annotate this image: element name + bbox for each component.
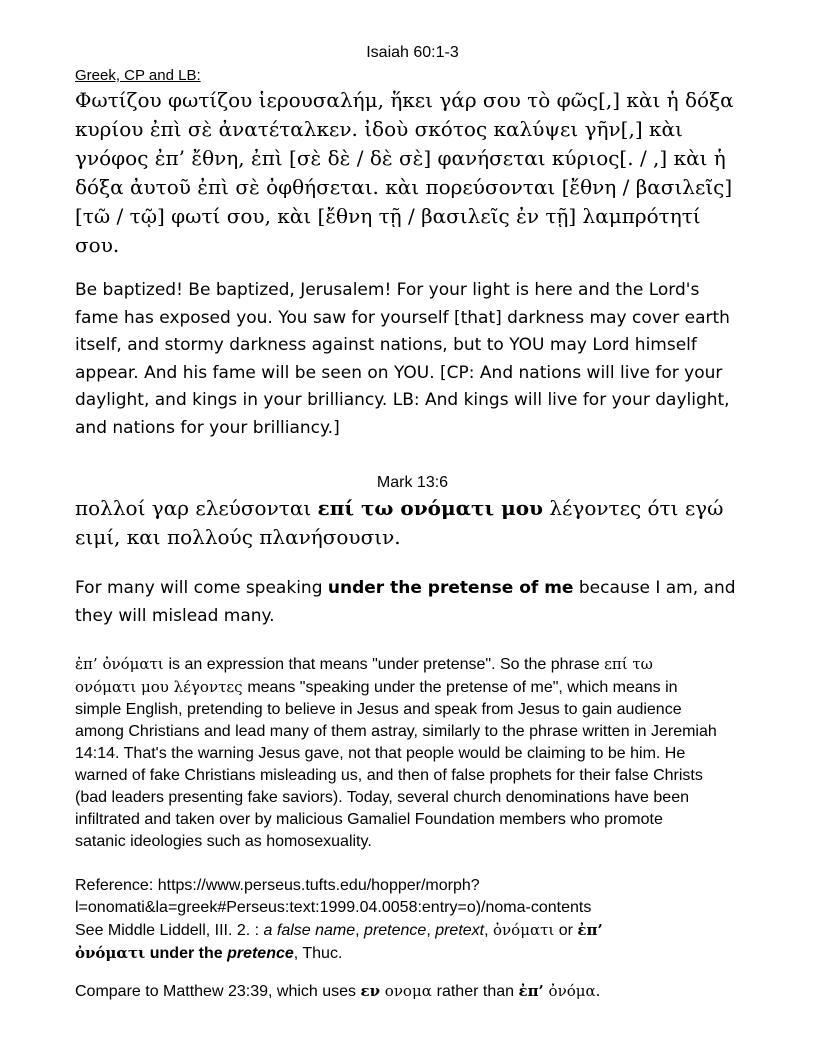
mark-translation	[75, 575, 747, 630]
reference-text-11: ,	[484, 922, 494, 939]
compare-note	[75, 980, 717, 1003]
reference-text-16: ὀνόματι	[75, 944, 146, 962]
reference-text-8: pretence	[364, 922, 427, 939]
reference-text-14: ἐπ’	[577, 921, 603, 939]
document-page	[75, 43, 750, 1003]
compare-note-text-1: εν	[360, 982, 381, 1000]
reference-text-10: pretext	[435, 922, 485, 939]
compare-note-text-4: ἐπ’	[518, 982, 544, 1000]
isaiah-heading-text-0: Isaiah 60:1-3	[366, 44, 459, 61]
isaiah-heading	[75, 43, 750, 62]
reference-text-18: pretence	[227, 945, 294, 962]
reference-text-19: , Thuc.	[293, 945, 343, 962]
isaiah-greek	[75, 86, 750, 260]
compare-note-text-5: ὀνόμα.	[543, 982, 601, 1000]
greek-source-label	[75, 67, 750, 85]
commentary-text-3: means "speaking under the pretense of me", which means in simple English, pretending to believe in Jesus and speak from Jesus to gain audience among Christians and lead many of them astray, similarly to the phrase written in Jeremiah 14:14. That's the warning Jesus gave, not that people would be claiming to be him. He warned of fake Christians misleading us, and then of false prophets for their false Christs (bad leaders presenting fake saviors). Today, several church denominations have been infiltrated and taken over by malicious Gamaliel Foundation members who promote satanic ideologies such as homosexuality.	[75, 679, 722, 850]
isaiah-translation-text-0: Be baptized! Be baptized, Jerusalem! For your light is here and the Lord's fame has exposed you. You saw for yourself [that] darkness may cover earth itself, and stormy darkness against nations, but to YOU may Lord himself appear. And his fame will be seen on YOU. [CP: And nations will live for your daylight, and kings in your brilliancy. LB: And kings will live for your daylight, and nations for your brilliancy.]	[75, 280, 736, 438]
reference	[75, 875, 717, 965]
compare-note-text-3: rather than	[436, 983, 519, 1000]
mark-translation-text-0: For many will come speaking	[75, 578, 328, 598]
commentary-text-1: is an expression that means "under pretense". So the phrase	[168, 656, 605, 673]
commentary	[75, 653, 722, 853]
commentary-text-0: ἐπ’ ὀνόματι	[75, 655, 169, 673]
mark-translation-text-1: under the pretense of me	[327, 578, 574, 598]
reference-url: https://www.perseus.tufts.edu/hopper/morph?	[157, 877, 480, 894]
mark-heading-text-0: Mark 13:6	[376, 474, 449, 491]
greek-source-label-text-0: Greek, CP and LB:	[75, 67, 201, 84]
reference-text-5: See Middle Liddell, III. 2. :	[75, 922, 264, 939]
reference-text-7: ,	[355, 922, 365, 939]
mark-greek-text-0: πολλοί γαρ ελεύσονται	[75, 496, 318, 520]
compare-note-text-0: Compare to Matthew 23:39, which uses	[75, 983, 361, 1000]
reference-text-9: ,	[426, 922, 436, 939]
reference-text-17: under the	[145, 945, 228, 962]
isaiah-translation	[75, 277, 747, 442]
mark-greek-text-2: λέγοντες ότι εγώ ειμί, και πολλούς πλανήσουσιν.	[75, 496, 730, 549]
isaiah-greek-text-0: Φωτίζου φωτίζου ἱερουσαλήμ, ἥκει γάρ σου τὸ φῶς[,] κὰι ἡ δόξα κυρίου ἐπὶ σὲ ἀνατέταλκεν. ἰδοὺ σκότος καλύψει γῆν[,] κὰι γνόφος ἐπ’ ἔθνη, ἐπὶ [σὲ δὲ / δὲ σὲ] φανήσεται κύριος[. / ,] κὰι ἡ δόξα ἀυτοῦ ἐπὶ σὲ ὀφθήσεται. κὰι πορεύσονται [ἔθνη / βασιλεῖς] [τῶ / τῷ] φωτί σου, κὰι [ἔθνη τῇ / βασιλεῖς ἐν τῇ] λαμπρότητί σου.	[75, 88, 740, 257]
reference-text-0: Reference:	[75, 877, 158, 894]
compare-note-text-2: ονομα	[380, 982, 437, 1000]
reference-text-6: a false name	[263, 922, 356, 939]
mark-greek	[75, 494, 750, 552]
mark-greek-text-1: επί τω ονόματι μου	[317, 496, 543, 520]
commentary-text-2: επί τω ονόματι μου λέγοντες	[75, 655, 658, 696]
reference-url-continued: l=onomati&la=greek#Perseus:text:1999.04.0058:entry=o)/noma-contents	[75, 899, 592, 916]
reference-text-13: or	[554, 922, 578, 939]
reference-text-12: ὀνόματι	[493, 921, 555, 939]
mark-translation-text-2: because I am, and they will mislead many.	[75, 578, 741, 626]
mark-heading	[75, 473, 750, 492]
